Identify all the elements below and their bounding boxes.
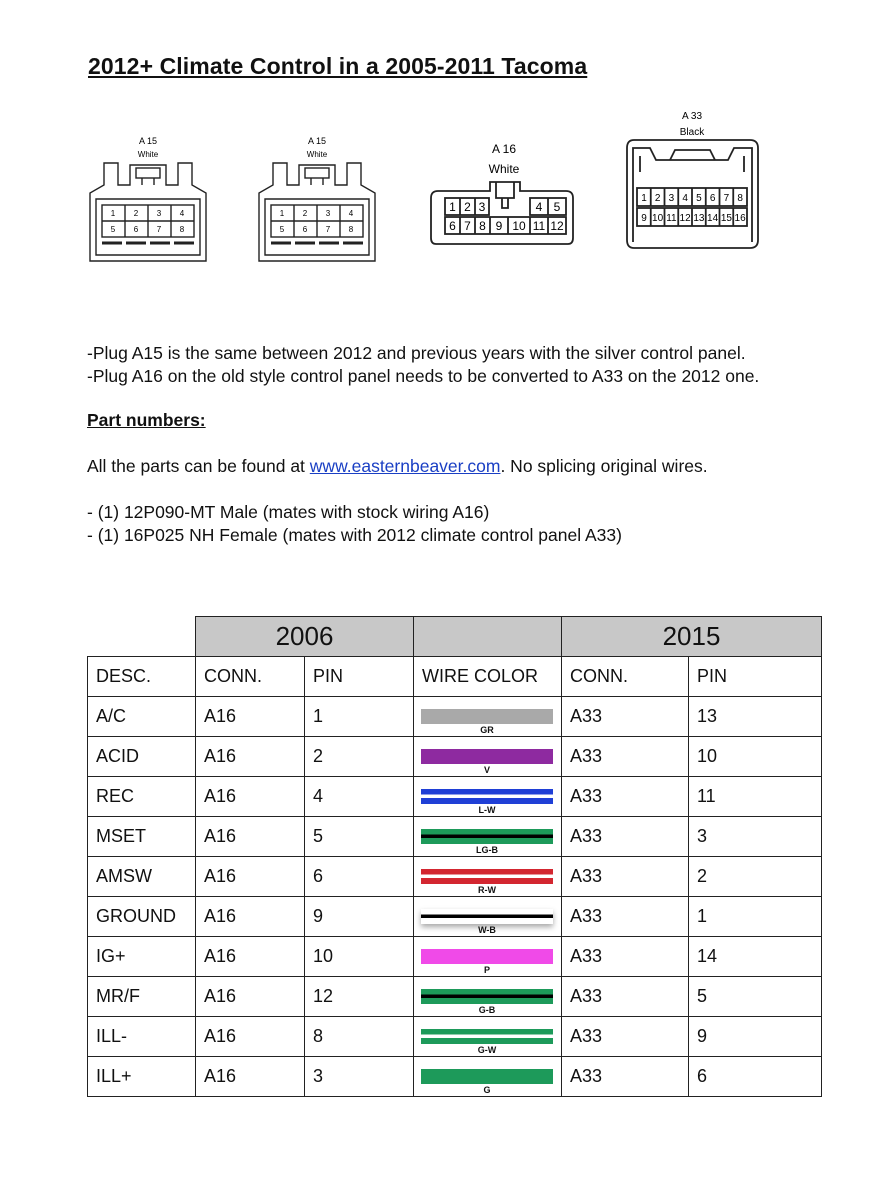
pin-label: 12 xyxy=(679,213,691,224)
pin-label: 1 xyxy=(279,209,285,218)
cell-pin-new: 14 xyxy=(689,937,822,977)
easternbeaver-link[interactable]: www.easternbeaver.com xyxy=(309,456,501,476)
table-row xyxy=(88,817,822,857)
col-header-desc: DESC. xyxy=(88,657,196,697)
table-row xyxy=(88,737,822,777)
pin-label: 4 xyxy=(682,193,688,204)
parts-intro-text: All the parts can be found at xyxy=(87,456,310,476)
pin-label: 1 xyxy=(110,209,116,218)
cell-desc: ILL+ xyxy=(88,1057,196,1097)
cell-pin-new: 1 xyxy=(689,897,822,937)
cell-pin-new: 2 xyxy=(689,857,822,897)
cell-pin-old: 3 xyxy=(305,1057,414,1097)
connector-a16-name: A 16 xyxy=(491,142,517,156)
pin-label: 4 xyxy=(348,209,354,218)
wire-swatch xyxy=(421,749,553,764)
cell-pin-old: 2 xyxy=(305,737,414,777)
wire-code-label: P xyxy=(483,965,490,975)
cell-desc: ACID xyxy=(88,737,196,777)
pin-label: 5 xyxy=(553,200,561,214)
connector-a33-diagram xyxy=(620,108,770,254)
cell-conn-new: A33 xyxy=(562,1057,689,1097)
wire-swatch xyxy=(421,989,553,1004)
cell-pin-old: 5 xyxy=(305,817,414,857)
cell-wire-color xyxy=(414,697,562,737)
table-row xyxy=(88,977,822,1017)
pin-label: 2 xyxy=(133,209,139,218)
cell-conn-new: A33 xyxy=(562,777,689,817)
wire-swatch xyxy=(421,789,553,804)
cell-conn-old: A16 xyxy=(196,1017,305,1057)
wire-code-label: W-B xyxy=(478,925,496,935)
connector-a15-name: A 15 xyxy=(307,136,327,146)
cell-pin-new: 6 xyxy=(689,1057,822,1097)
pin-label: 5 xyxy=(696,193,702,204)
wire-code-label: LG-B xyxy=(476,845,498,855)
pin-label: 1 xyxy=(641,193,647,204)
pin-label: 6 xyxy=(133,225,139,234)
cell-pin-new: 5 xyxy=(689,977,822,1017)
wire-swatch xyxy=(421,909,553,924)
pin-label: 9 xyxy=(495,219,503,233)
pin-label: 11 xyxy=(666,213,677,224)
cell-wire-color xyxy=(414,777,562,817)
cell-pin-old: 6 xyxy=(305,857,414,897)
part-numbers-heading: Part numbers: xyxy=(87,410,206,430)
pin-label: 3 xyxy=(668,193,675,204)
pin-label: 8 xyxy=(479,219,486,233)
pin-label: 10 xyxy=(512,219,526,233)
pin-label: 7 xyxy=(156,225,162,234)
col-header-pin-new: PIN xyxy=(689,657,822,697)
cell-desc: REC xyxy=(88,777,196,817)
cell-conn-new: A33 xyxy=(562,977,689,1017)
wire-color-spacer xyxy=(414,617,562,657)
year-header-row xyxy=(88,617,822,657)
note-a16: -Plug A16 on the old style control panel needs to be converted to A33 on the 2012 one. xyxy=(87,366,760,386)
cell-pin-new: 13 xyxy=(689,697,822,737)
table-row xyxy=(88,1057,822,1097)
col-header-pin-old: PIN xyxy=(305,657,414,697)
cell-pin-new: 11 xyxy=(689,777,822,817)
cell-conn-old: A16 xyxy=(196,697,305,737)
pin-label: 14 xyxy=(707,213,719,224)
wire-code-label: V xyxy=(483,765,490,775)
cell-wire-color xyxy=(414,817,562,857)
col-header-wire-color: WIRE COLOR xyxy=(414,657,562,697)
col-header-conn-old: CONN. xyxy=(196,657,305,697)
cell-pin-old: 9 xyxy=(305,897,414,937)
pin-label: 4 xyxy=(535,200,543,214)
cell-conn-new: A33 xyxy=(562,857,689,897)
table-row xyxy=(88,857,822,897)
cell-pin-new: 10 xyxy=(689,737,822,777)
cell-desc: GROUND xyxy=(88,897,196,937)
note-a15: -Plug A15 is the same between 2012 and previous years with the silver control panel. xyxy=(87,343,746,363)
pin-label: 2 xyxy=(654,193,661,204)
cell-desc: ILL- xyxy=(88,1017,196,1057)
parts-intro-suffix: . No splicing original wires. xyxy=(500,456,708,476)
cell-pin-old: 8 xyxy=(305,1017,414,1057)
pin-label: 5 xyxy=(110,225,116,234)
connector-a15-color: White xyxy=(137,150,159,159)
cell-wire-color xyxy=(414,737,562,777)
pin-label: 7 xyxy=(464,219,471,233)
cell-conn-old: A16 xyxy=(196,817,305,857)
pin-label: 7 xyxy=(325,225,331,234)
part-item-1: - (1) 12P090-MT Male (mates with stock wiring A16) xyxy=(87,502,490,522)
wiring-rows xyxy=(88,697,822,1097)
wire-swatch xyxy=(421,1069,553,1084)
wire-code-label: G-B xyxy=(478,1005,496,1015)
pin-label: 8 xyxy=(737,193,743,204)
cell-conn-new: A33 xyxy=(562,1017,689,1057)
pin-label: 2 xyxy=(302,209,308,218)
cell-conn-old: A16 xyxy=(196,897,305,937)
pin-label: 9 xyxy=(641,213,647,224)
cell-desc: IG+ xyxy=(88,937,196,977)
connector-a16-color: White xyxy=(488,162,520,176)
pin-label: 3 xyxy=(156,209,162,218)
cell-conn-old: A16 xyxy=(196,737,305,777)
pin-label: 10 xyxy=(652,213,664,224)
parts-intro xyxy=(87,455,708,477)
pin-label: 16 xyxy=(734,213,746,224)
connector-a15-color: White xyxy=(306,150,328,159)
pin-label: 8 xyxy=(179,225,185,234)
wire-swatch xyxy=(421,829,553,844)
col-header-conn-new: CONN. xyxy=(562,657,689,697)
pin-label: 7 xyxy=(723,193,730,204)
pin-label: 4 xyxy=(179,209,185,218)
blank-cell xyxy=(88,617,196,657)
cell-desc: MSET xyxy=(88,817,196,857)
wire-swatch xyxy=(421,949,553,964)
wire-code-label: G-W xyxy=(477,1045,497,1055)
cell-pin-old: 10 xyxy=(305,937,414,977)
wire-swatch xyxy=(421,709,553,724)
cell-pin-new: 9 xyxy=(689,1017,822,1057)
cell-conn-new: A33 xyxy=(562,737,689,777)
wire-code-label: GR xyxy=(480,725,494,735)
pin-label: 6 xyxy=(709,193,716,204)
pin-label: 15 xyxy=(720,213,732,224)
connector-a33-name: A 33 xyxy=(681,111,703,122)
cell-wire-color xyxy=(414,1057,562,1097)
year-2015-header: 2015 xyxy=(562,617,822,657)
pin-label: 13 xyxy=(693,213,705,224)
pin-label: 3 xyxy=(325,209,331,218)
wire-code-label: G xyxy=(483,1085,491,1095)
column-header-row xyxy=(88,657,822,697)
cell-desc: A/C xyxy=(88,697,196,737)
cell-pin-old: 1 xyxy=(305,697,414,737)
cell-pin-old: 12 xyxy=(305,977,414,1017)
pin-label: 8 xyxy=(348,225,354,234)
cell-wire-color xyxy=(414,897,562,937)
pin-label: 6 xyxy=(449,219,456,233)
pin-label: 6 xyxy=(302,225,308,234)
cell-conn-old: A16 xyxy=(196,1057,305,1097)
page-title: 2012+ Climate Control in a 2005-2011 Tacoma xyxy=(88,53,588,79)
table-row xyxy=(88,1017,822,1057)
cell-conn-old: A16 xyxy=(196,857,305,897)
cell-wire-color xyxy=(414,857,562,897)
pin-label: 12 xyxy=(550,219,564,233)
pin-label: 3 xyxy=(478,200,486,214)
cell-wire-color xyxy=(414,977,562,1017)
connector-a15-diagram-2 xyxy=(255,133,385,266)
cell-desc: AMSW xyxy=(88,857,196,897)
cell-conn-new: A33 xyxy=(562,697,689,737)
wire-swatch xyxy=(421,1029,553,1044)
pin-label: 2 xyxy=(464,200,471,214)
cell-conn-new: A33 xyxy=(562,817,689,857)
cell-conn-old: A16 xyxy=(196,777,305,817)
table-row xyxy=(88,937,822,977)
connector-a16-diagram xyxy=(428,138,578,250)
wiring-table xyxy=(87,616,822,1097)
cell-conn-old: A16 xyxy=(196,937,305,977)
year-2006-header: 2006 xyxy=(196,617,414,657)
cell-pin-old: 4 xyxy=(305,777,414,817)
wire-code-label: R-W xyxy=(478,885,496,895)
part-item-2: - (1) 16P025 NH Female (mates with 2012 climate control panel A33) xyxy=(87,525,622,545)
connector-a15-diagram xyxy=(86,133,216,266)
cell-wire-color xyxy=(414,937,562,977)
cell-pin-new: 3 xyxy=(689,817,822,857)
wire-code-label: L-W xyxy=(478,805,496,815)
cell-conn-new: A33 xyxy=(562,937,689,977)
cell-wire-color xyxy=(414,1017,562,1057)
cell-desc: MR/F xyxy=(88,977,196,1017)
connector-a15-name: A 15 xyxy=(138,136,158,146)
pin-label: 11 xyxy=(532,219,546,233)
table-row xyxy=(88,777,822,817)
pin-label: 1 xyxy=(449,200,456,214)
wire-swatch xyxy=(421,869,553,884)
cell-conn-old: A16 xyxy=(196,977,305,1017)
cell-conn-new: A33 xyxy=(562,897,689,937)
table-row xyxy=(88,697,822,737)
pin-label: 5 xyxy=(279,225,285,234)
connector-a33-color: Black xyxy=(679,127,705,138)
table-row xyxy=(88,897,822,937)
